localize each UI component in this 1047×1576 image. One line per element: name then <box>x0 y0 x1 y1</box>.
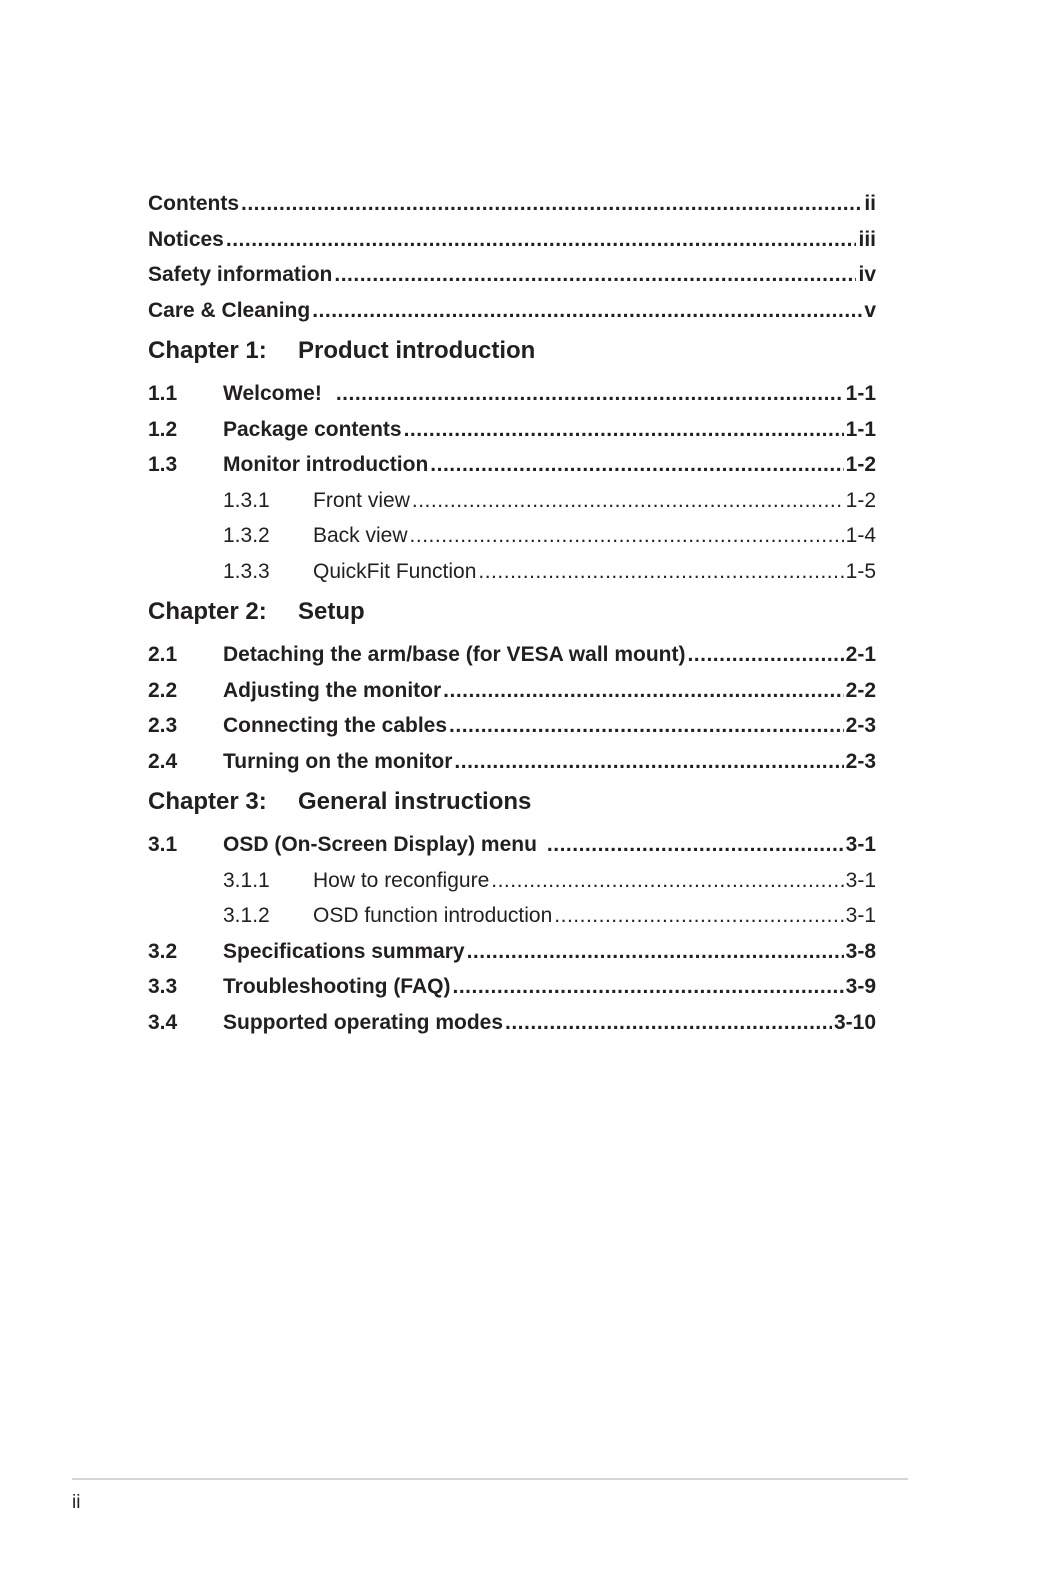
toc-entry-label: Package contents <box>223 417 402 441</box>
toc-entry-page: 1-2 <box>845 453 876 476</box>
toc-entry-page: 1-1 <box>845 417 876 441</box>
toc-entry-page: 1-5 <box>845 559 876 583</box>
section-number: 2.4 <box>148 749 178 773</box>
toc-entry-label: Detaching the arm/base (for VESA wall mount) <box>223 643 686 666</box>
toc-entry-safety-information[interactable] <box>148 257 876 293</box>
toc-entry-3-3[interactable] <box>148 969 876 1005</box>
toc-entry-page: 3-1 <box>845 904 876 927</box>
toc-entry-1-3-2[interactable] <box>148 518 876 554</box>
toc-entry-page: 2-1 <box>845 643 876 666</box>
table-of-contents <box>148 186 876 1040</box>
footer-page-number: ii <box>72 1492 81 1513</box>
chapter-heading-1[interactable] <box>148 328 876 374</box>
toc-entry-care-cleaning[interactable] <box>148 293 876 329</box>
toc-entry-label: Care & Cleaning <box>148 298 311 322</box>
toc-entry-3-1-1[interactable] <box>148 863 876 899</box>
section-number: 3.1 <box>148 833 178 856</box>
toc-entry-page: ii <box>864 192 876 215</box>
toc-entry-label: Adjusting the monitor <box>223 678 442 702</box>
toc-entry-label: Monitor introduction <box>223 453 429 476</box>
chapter-number: Chapter 1: <box>148 337 267 364</box>
toc-entry-label: OSD (On-Screen Display) menu <box>223 833 537 856</box>
toc-entry-2-4[interactable] <box>148 744 876 780</box>
section-number: 1.3 <box>148 453 178 476</box>
chapter-title: Setup <box>298 598 365 625</box>
toc-entry-1-1[interactable] <box>148 376 876 412</box>
dot-leader <box>443 673 843 709</box>
dot-leader <box>404 412 844 448</box>
toc-entry-label: Supported operating modes <box>223 1010 504 1034</box>
dot-leader <box>454 744 843 780</box>
toc-entry-2-1[interactable] <box>148 637 876 673</box>
toc-entry-label: Turning on the monitor <box>223 749 453 773</box>
toc-entry-label: Connecting the cables <box>223 714 448 737</box>
dot-leader <box>334 257 856 293</box>
chapter-number: Chapter 2: <box>148 598 267 625</box>
section-number: 2.3 <box>148 714 178 737</box>
chapter-heading-3[interactable] <box>148 779 876 825</box>
section-number: 3.2 <box>148 939 178 963</box>
chapter-number: Chapter 3: <box>148 788 267 815</box>
toc-entry-label: OSD function introduction <box>313 904 553 927</box>
chapter-title: General instructions <box>298 788 532 815</box>
toc-entry-1-3[interactable] <box>148 447 876 483</box>
toc-entry-3-4[interactable] <box>148 1005 876 1041</box>
toc-entry-label: Back view <box>313 524 408 547</box>
dot-leader <box>687 637 843 673</box>
toc-entry-1-3-3[interactable] <box>148 554 876 590</box>
toc-entry-contents[interactable] <box>148 186 876 222</box>
toc-entry-page: iii <box>858 227 876 251</box>
dot-leader <box>410 518 844 554</box>
section-number: 1.2 <box>148 417 178 441</box>
toc-entry-3-1[interactable] <box>148 827 876 863</box>
footer-divider <box>72 1478 908 1480</box>
dot-leader <box>452 969 843 1005</box>
dot-leader <box>412 483 844 519</box>
section-number: 1.3.3 <box>223 559 270 583</box>
toc-entry-1-2[interactable] <box>148 412 876 448</box>
toc-entry-page: 3-1 <box>845 833 876 856</box>
dot-leader <box>505 1005 832 1041</box>
dot-leader <box>336 376 844 412</box>
dot-leader <box>226 222 857 258</box>
toc-entry-label: How to reconfigure <box>313 868 490 892</box>
toc-entry-label: Safety information <box>148 263 333 286</box>
dot-leader <box>312 293 862 329</box>
chapter-heading-2[interactable] <box>148 589 876 635</box>
toc-entry-page: 1-2 <box>845 488 876 512</box>
section-number: 3.1.1 <box>223 868 270 892</box>
toc-entry-page: iv <box>858 263 876 286</box>
toc-entry-page: 2-2 <box>845 678 876 702</box>
toc-entry-label: Welcome! <box>223 382 322 405</box>
toc-entry-page: 3-10 <box>833 1010 876 1034</box>
toc-entry-page: v <box>864 298 876 322</box>
toc-entry-2-3[interactable] <box>148 708 876 744</box>
section-number: 3.1.2 <box>223 904 270 927</box>
toc-entry-page: 1-4 <box>845 524 876 547</box>
section-number: 3.3 <box>148 975 178 998</box>
toc-entry-page: 1-1 <box>845 382 876 405</box>
toc-entry-page: 3-1 <box>845 868 876 892</box>
toc-entry-3-2[interactable] <box>148 934 876 970</box>
section-number: 2.2 <box>148 678 178 702</box>
section-number: 1.3.2 <box>223 524 270 547</box>
toc-entry-2-2[interactable] <box>148 673 876 709</box>
toc-entry-page: 3-9 <box>845 975 876 998</box>
toc-entry-page: 3-8 <box>845 939 876 963</box>
dot-leader <box>430 447 843 483</box>
toc-entry-label: Contents <box>148 192 239 215</box>
toc-entry-page: 2-3 <box>845 749 876 773</box>
chapter-title: Product introduction <box>298 337 536 364</box>
dot-leader <box>491 863 843 899</box>
toc-entry-3-1-2[interactable] <box>148 898 876 934</box>
toc-entry-1-3-1[interactable] <box>148 483 876 519</box>
section-number: 2.1 <box>148 643 178 666</box>
dot-leader <box>478 554 843 590</box>
section-number: 1.3.1 <box>223 488 270 512</box>
section-number: 3.4 <box>148 1010 178 1034</box>
dot-leader <box>241 186 862 222</box>
toc-entry-label: Notices <box>148 227 224 251</box>
toc-entry-label: QuickFit Function <box>313 559 477 583</box>
toc-entry-notices[interactable] <box>148 222 876 258</box>
toc-entry-label: Front view <box>313 488 410 512</box>
dot-leader <box>449 708 844 744</box>
toc-entry-page: 2-3 <box>845 714 876 737</box>
section-number: 1.1 <box>148 382 178 405</box>
toc-entry-label: Specifications summary <box>223 939 465 963</box>
dot-leader <box>467 934 844 970</box>
dot-leader <box>547 827 844 863</box>
toc-entry-label: Troubleshooting (FAQ) <box>223 975 451 998</box>
dot-leader <box>554 898 843 934</box>
